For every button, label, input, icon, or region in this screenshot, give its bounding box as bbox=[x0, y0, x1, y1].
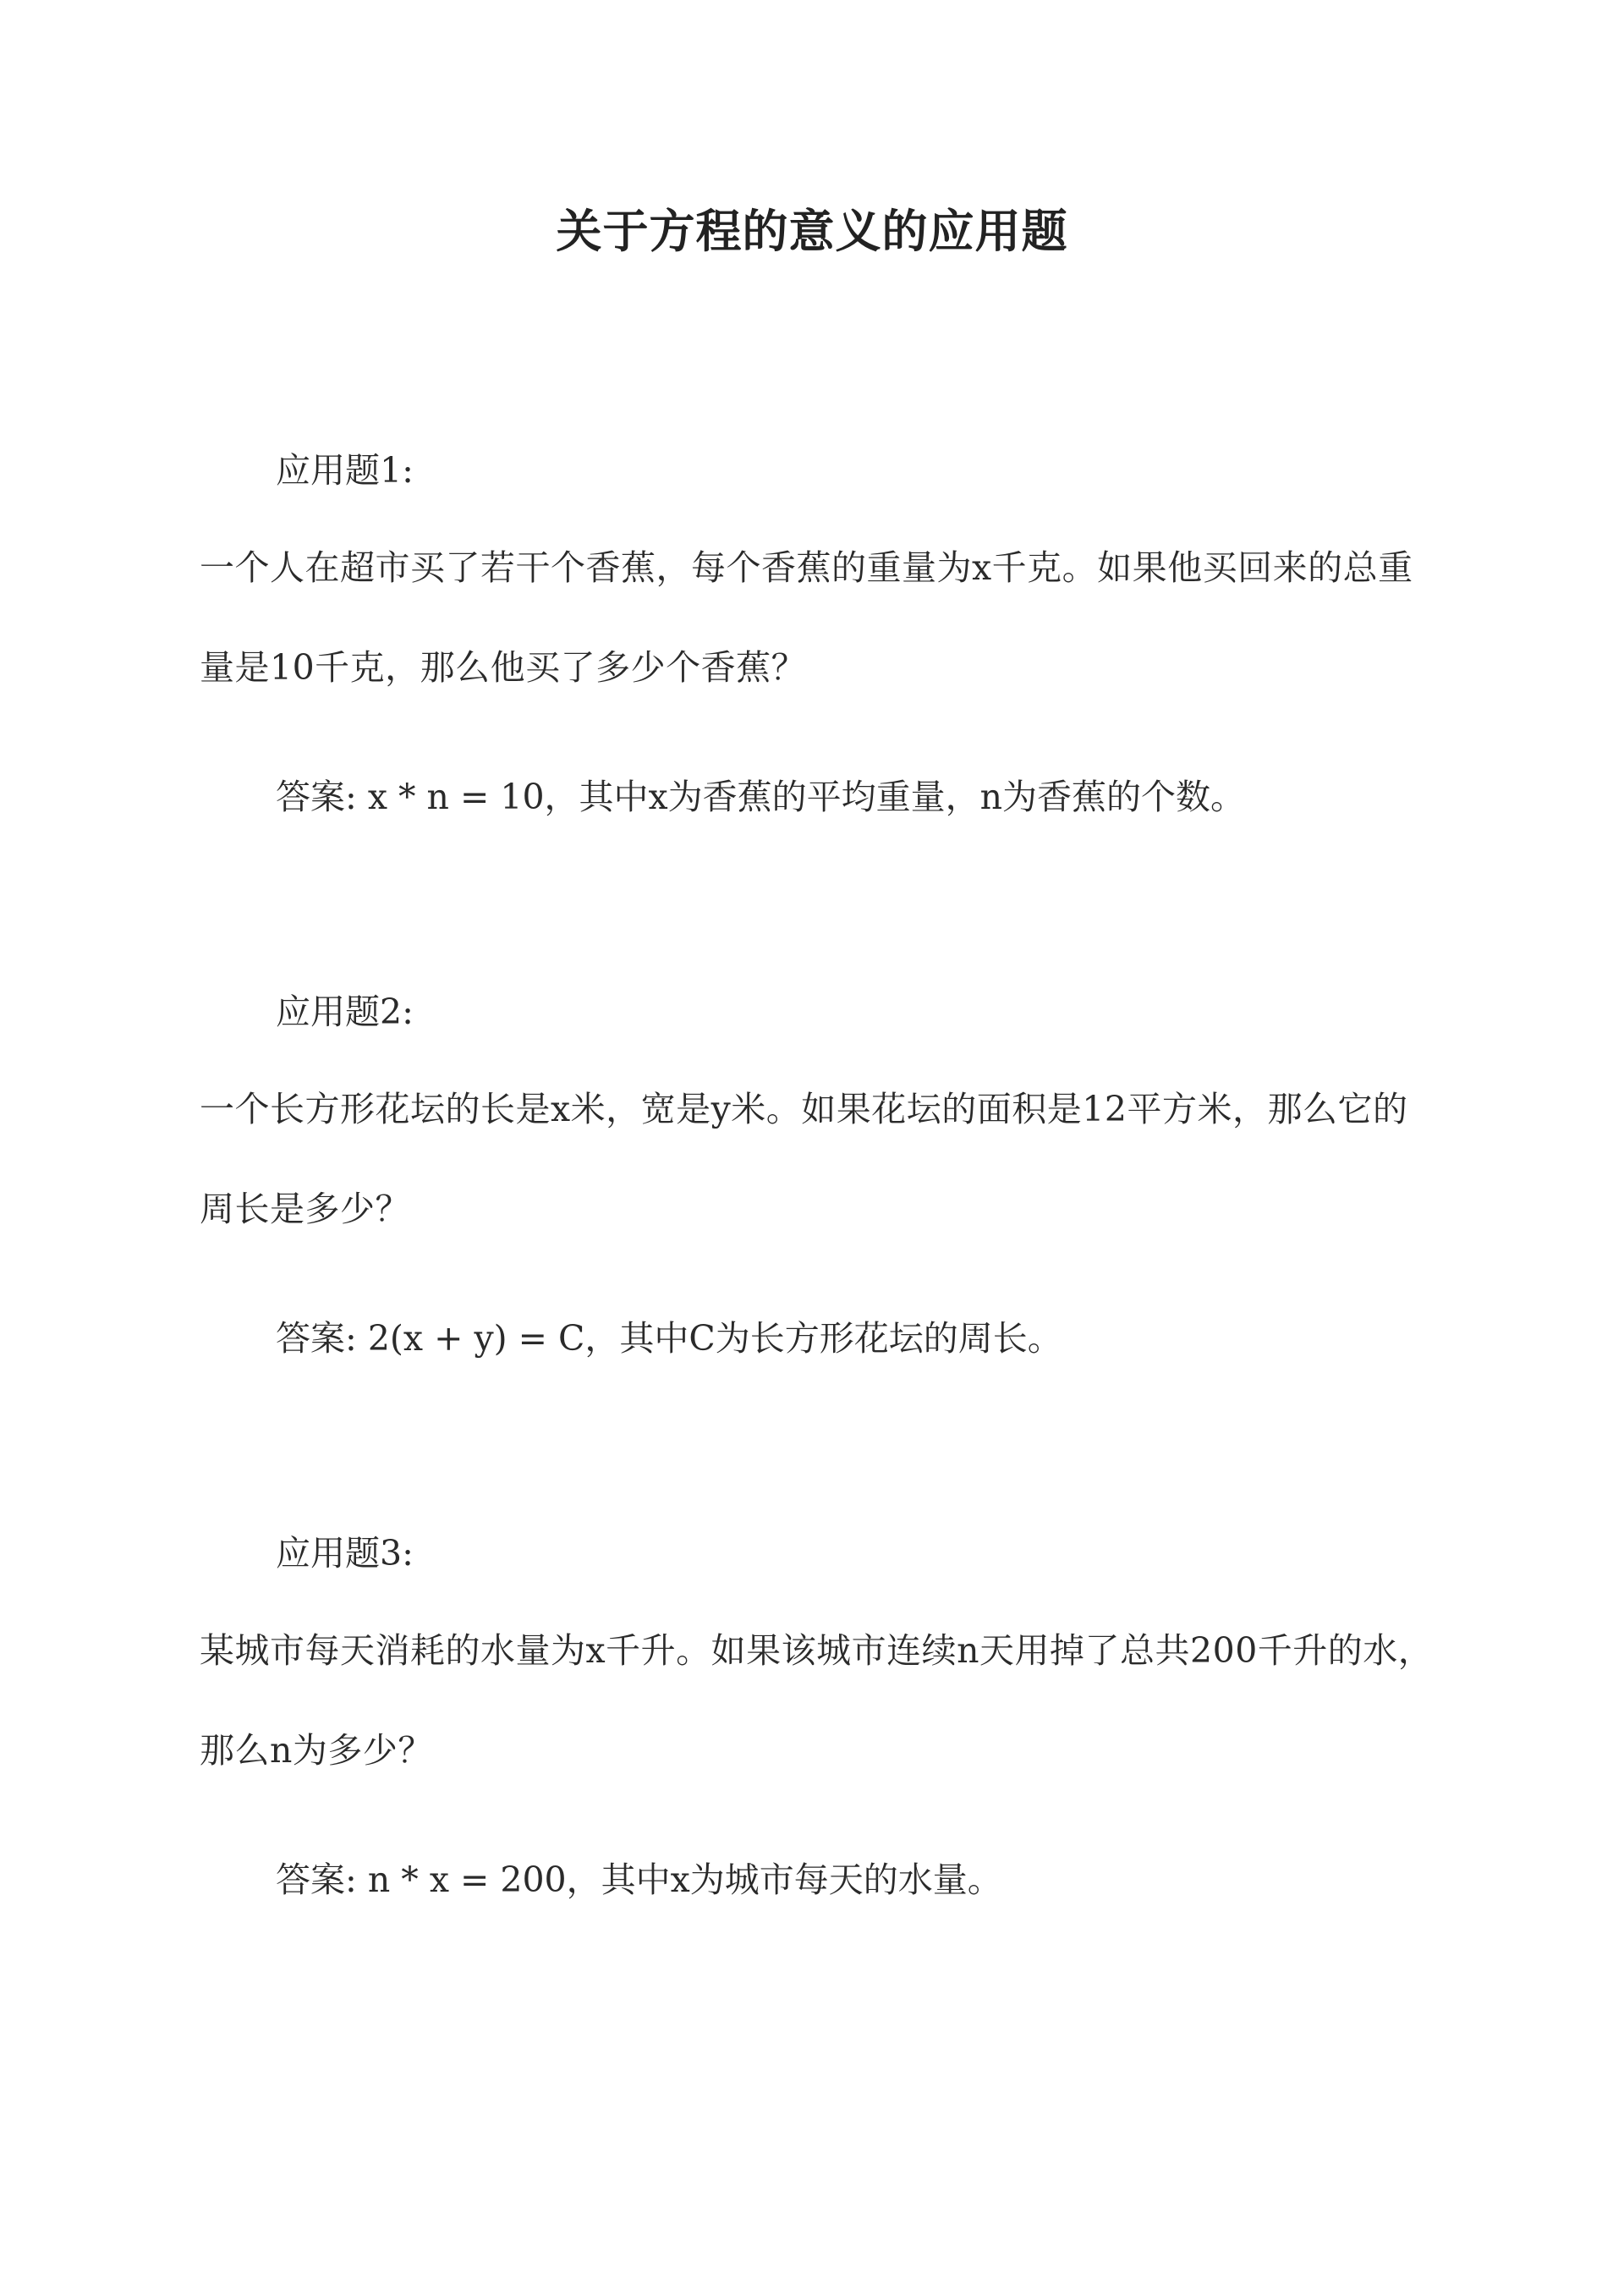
problem-answer: 答案: 2(x + y) = C，其中C为长方形花坛的周长。 bbox=[276, 1318, 1062, 1359]
problem-answer: 答案: x * n = 10，其中x为香蕉的平均重量，n为香蕉的个数。 bbox=[276, 777, 1246, 817]
problem-heading: 应用题2: bbox=[276, 991, 414, 1032]
document-title: 关于方程的意义的应用题 bbox=[556, 204, 1068, 258]
problem-question: 某城市每天消耗的水量为x千升。如果该城市连续n天用掉了总共200千升的水，那么n为多少？ bbox=[200, 1630, 1434, 1771]
problem-question: 一个长方形花坛的长是x米，宽是y米。如果花坛的面积是12平方米，那么它的周长是多少？ bbox=[200, 1089, 1408, 1229]
problem-question: 一个人在超市买了若干个香蕉，每个香蕉的重量为x千克。如果他买回来的总重量是10千克，那么他买了多少个香蕉？ bbox=[200, 547, 1413, 688]
problem-heading: 应用题1: bbox=[276, 450, 414, 491]
problem-answer: 答案: n * x = 200，其中x为城市每天的水量。 bbox=[276, 1859, 1002, 1900]
problem-heading: 应用题3: bbox=[276, 1533, 414, 1574]
